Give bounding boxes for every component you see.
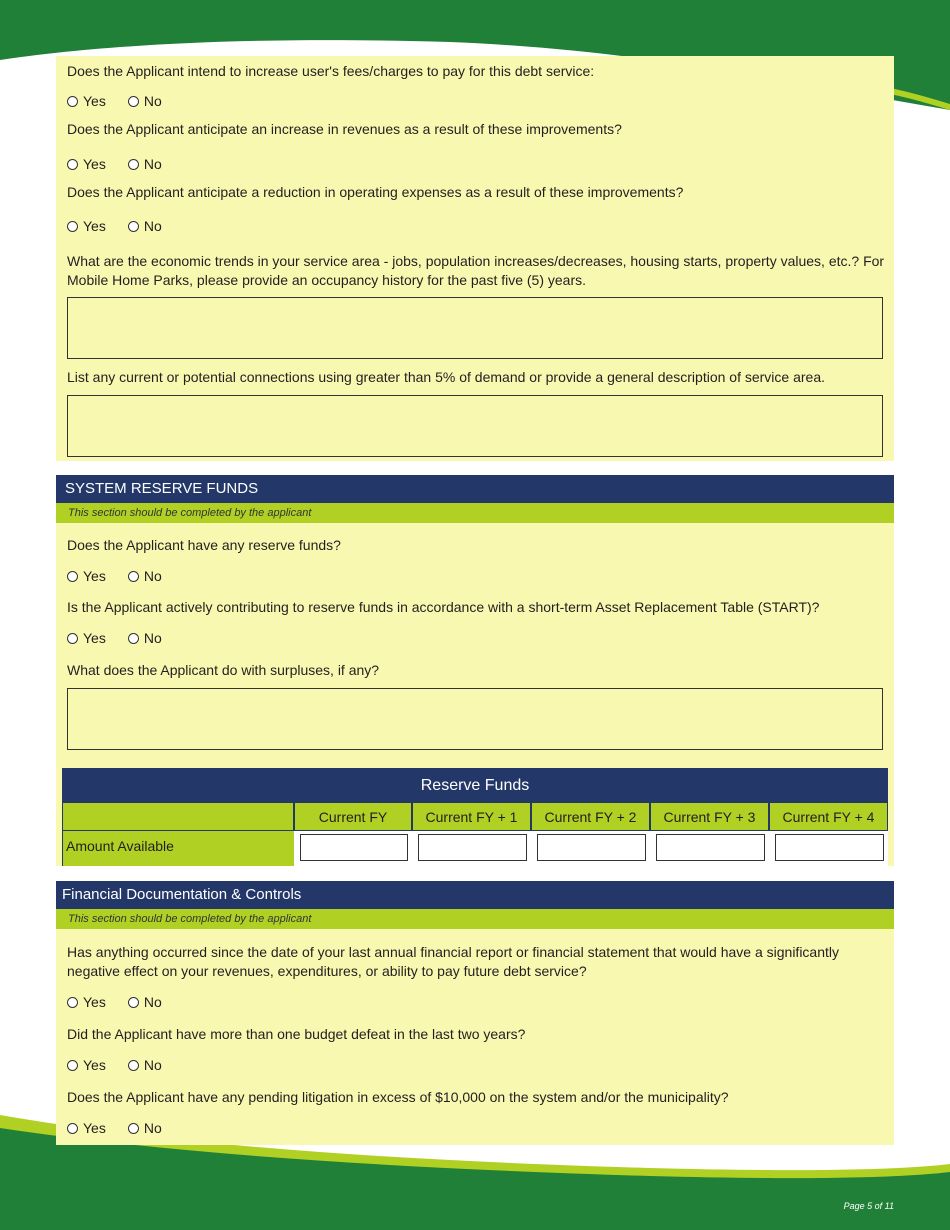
amount-input-fy4[interactable] — [775, 834, 884, 861]
radio-circle-icon[interactable] — [128, 571, 139, 582]
radio-circle-icon[interactable] — [128, 1060, 139, 1071]
radio-start-no[interactable]: No — [128, 630, 162, 646]
radio-circle-icon[interactable] — [128, 633, 139, 644]
radio-group-start — [67, 629, 184, 647]
radio-fees-no[interactable]: No — [128, 93, 162, 109]
amount-cell-fy0 — [294, 831, 412, 866]
radio-circle-icon[interactable] — [67, 221, 78, 232]
question-budget-defeat: Did the Applicant have more than one budget defeat in the last two years? — [67, 1026, 526, 1042]
question-start: Is the Applicant actively contributing to reserve funds in accordance with a short-term Asset Replacement Table (START)? — [67, 599, 820, 615]
radio-fees-yes[interactable]: Yes — [67, 93, 106, 109]
table-header-fy0: Current FY — [294, 803, 412, 831]
table-header-fy2: Current FY + 2 — [531, 803, 650, 831]
question-revenues: Does the Applicant anticipate an increase in revenues as a result of these improvements? — [67, 121, 622, 137]
radio-expenses-no[interactable]: No — [128, 218, 162, 234]
radio-group-expenses — [67, 217, 184, 235]
radio-budget-defeat-yes[interactable]: Yes — [67, 1057, 106, 1073]
page-number: Page 5 of 11 — [843, 1201, 894, 1211]
reserve-funds-amount-row — [62, 831, 888, 866]
radio-revenues-yes[interactable]: Yes — [67, 156, 106, 172]
radio-expenses-yes[interactable]: Yes — [67, 218, 106, 234]
radio-group-has-reserve — [67, 567, 184, 585]
radio-has-reserve-no[interactable]: No — [128, 568, 162, 584]
radio-litigation-no[interactable]: No — [128, 1120, 162, 1136]
section-header-financial-docs: Financial Documentation & Controls — [56, 881, 894, 909]
radio-negative-effect-no[interactable]: No — [128, 994, 162, 1010]
radio-circle-icon[interactable] — [67, 997, 78, 1008]
radio-circle-icon[interactable] — [128, 1123, 139, 1134]
economic-trends-textarea[interactable] — [67, 297, 883, 359]
table-header-fy4: Current FY + 4 — [769, 803, 888, 831]
question-litigation: Does the Applicant have any pending litigation in excess of $10,000 on the system and/or the municipality? — [67, 1089, 729, 1105]
table-header-fy1: Current FY + 1 — [412, 803, 531, 831]
radio-negative-effect-yes[interactable]: Yes — [67, 994, 106, 1010]
radio-circle-icon[interactable] — [128, 221, 139, 232]
table-header-blank — [62, 803, 294, 831]
radio-circle-icon[interactable] — [67, 1123, 78, 1134]
radio-start-yes[interactable]: Yes — [67, 630, 106, 646]
question-has-reserve: Does the Applicant have any reserve funds? — [67, 537, 341, 553]
section-header-reserve-funds: SYSTEM RESERVE FUNDS — [56, 475, 894, 503]
radio-circle-icon[interactable] — [67, 159, 78, 170]
radio-group-negative-effect — [67, 993, 184, 1011]
surpluses-textarea[interactable] — [67, 688, 883, 750]
amount-input-fy2[interactable] — [537, 834, 646, 861]
question-fees: Does the Applicant intend to increase user's fees/charges to pay for this debt service: — [67, 63, 595, 79]
radio-circle-icon[interactable] — [67, 633, 78, 644]
amount-cell-fy1 — [412, 831, 531, 866]
amount-cell-fy2 — [531, 831, 650, 866]
radio-has-reserve-yes[interactable]: Yes — [67, 568, 106, 584]
radio-circle-icon[interactable] — [128, 997, 139, 1008]
question-economic-trends: What are the economic trends in your service area - jobs, population increases/decreases, housing starts, property values, etc.? For Mobile Home Parks, please provide an occupancy history for the past five (5) years. — [67, 253, 885, 288]
connections-textarea[interactable] — [67, 395, 883, 457]
radio-group-litigation — [67, 1119, 184, 1137]
radio-group-revenues — [67, 155, 184, 173]
radio-group-budget-defeat — [67, 1056, 184, 1074]
amount-cell-fy3 — [650, 831, 769, 866]
reserve-funds-header-row — [62, 803, 888, 831]
amount-available-label: Amount Available — [62, 831, 294, 866]
reserve-funds-table-title: Reserve Funds — [62, 768, 888, 803]
radio-litigation-yes[interactable]: Yes — [67, 1120, 106, 1136]
section-subtitle-reserve-funds: This section should be completed by the applicant — [56, 503, 894, 523]
question-surpluses: What does the Applicant do with surpluses, if any? — [67, 662, 380, 678]
radio-circle-icon[interactable] — [128, 159, 139, 170]
section-subtitle-financial-docs: This section should be completed by the applicant — [56, 909, 894, 929]
radio-circle-icon[interactable] — [128, 96, 139, 107]
amount-input-fy3[interactable] — [656, 834, 765, 861]
question-expenses: Does the Applicant anticipate a reduction in operating expenses as a result of these improvements? — [67, 184, 684, 200]
radio-group-fees — [67, 92, 184, 110]
table-header-fy3: Current FY + 3 — [650, 803, 769, 831]
question-connections: List any current or potential connections using greater than 5% of demand or provide a general description of service area. — [67, 369, 825, 385]
radio-revenues-no[interactable]: No — [128, 156, 162, 172]
radio-budget-defeat-no[interactable]: No — [128, 1057, 162, 1073]
amount-input-fy1[interactable] — [418, 834, 527, 861]
radio-circle-icon[interactable] — [67, 96, 78, 107]
amount-input-fy0[interactable] — [300, 834, 408, 861]
question-negative-effect: Has anything occurred since the date of your last annual financial report or financial statement that would have a significantly negative effect on your revenues, expenditures, or ability to pay future debt service? — [67, 944, 839, 979]
amount-cell-fy4 — [769, 831, 888, 866]
radio-circle-icon[interactable] — [67, 1060, 78, 1071]
radio-circle-icon[interactable] — [67, 571, 78, 582]
